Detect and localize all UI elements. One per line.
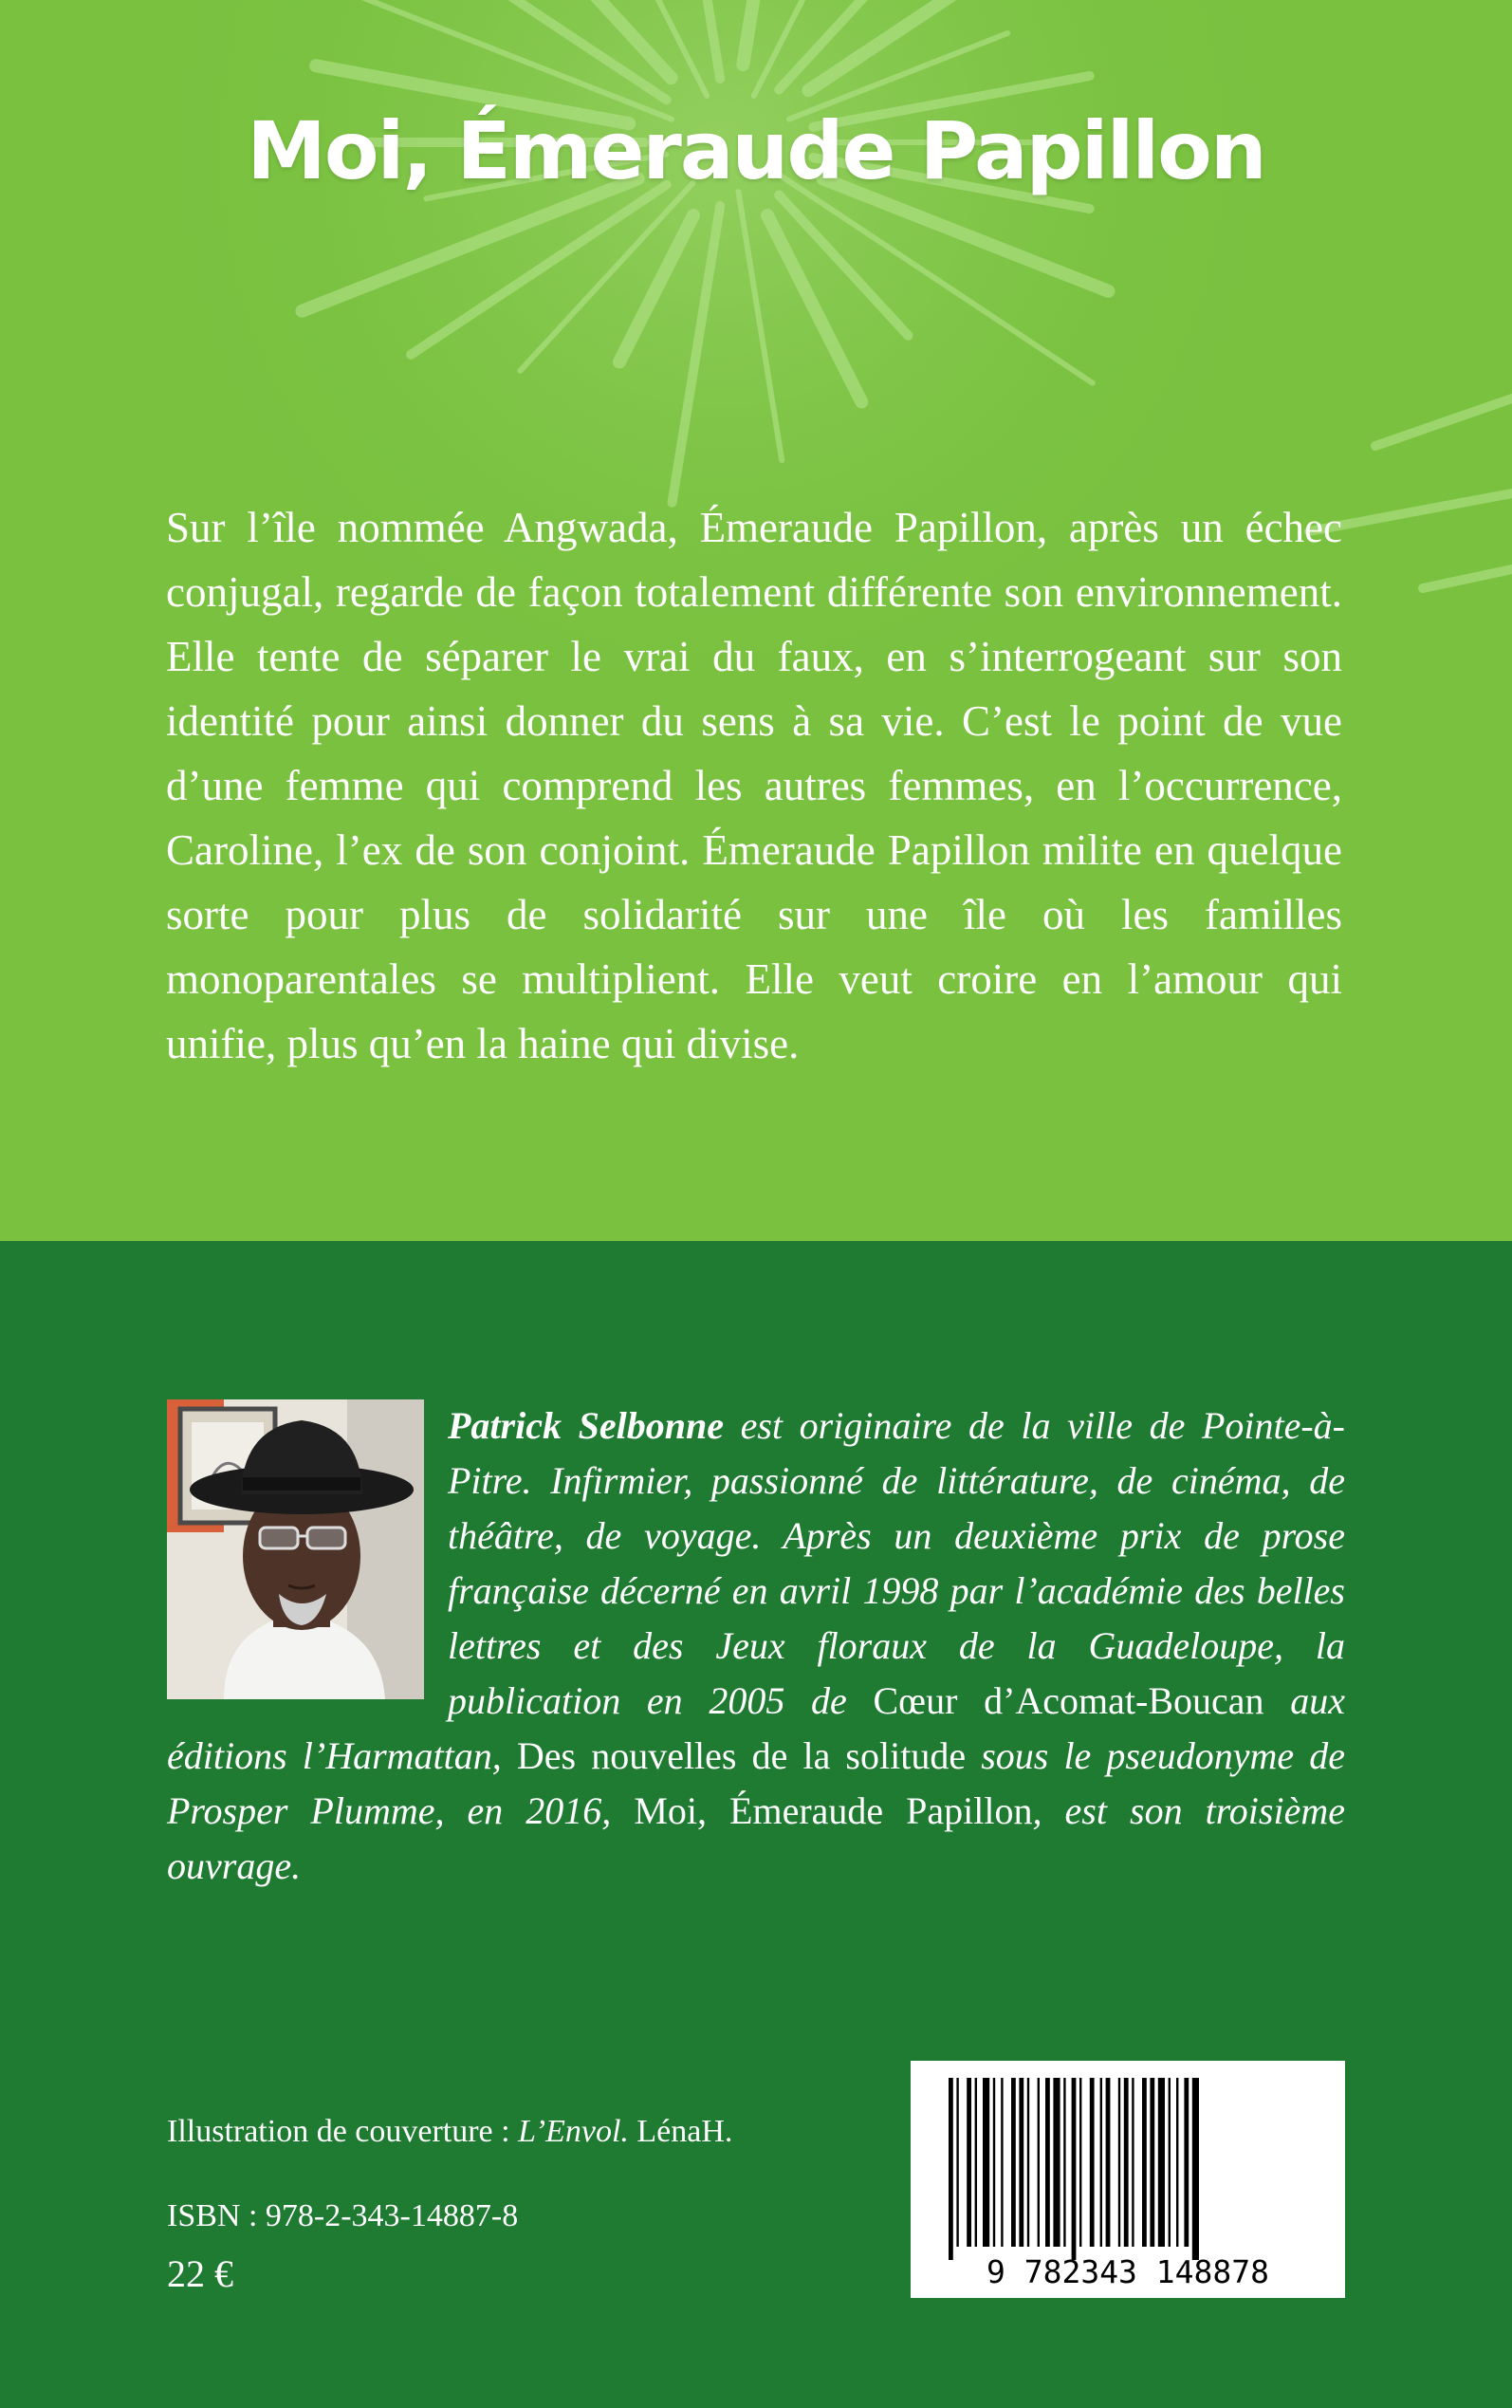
barcode-bar: [1045, 2078, 1050, 2247]
barcode-bar: [949, 2078, 953, 2260]
barcode-bar: [983, 2078, 989, 2247]
barcode-bar: [1001, 2078, 1003, 2247]
bio-part-3: sous le pseudonyme de Prosper Plumme, en 2016,: [167, 1734, 1345, 1832]
illustration-title: L’Envol.: [518, 2114, 629, 2149]
barcode-bar: [1063, 2078, 1065, 2247]
barcode-bar: [1027, 2078, 1029, 2247]
barcode-bar: [956, 2078, 958, 2247]
barcode-bar: [1106, 2078, 1111, 2247]
barcode-bars: [949, 2078, 1199, 2260]
barcode-bar: [1090, 2078, 1095, 2247]
barcode-bar: [1169, 2078, 1171, 2247]
barcode-bar: [1150, 2078, 1154, 2247]
barcode-bar: [967, 2078, 971, 2247]
book-title-2: Des nouvelles de la solitude: [516, 1734, 967, 1777]
barcode-bar: [1184, 2078, 1189, 2247]
barcode-bar: [1158, 2078, 1165, 2247]
barcode-bar: [1053, 2078, 1060, 2247]
barcode-bar: [1124, 2078, 1129, 2247]
illustration-artist: LénaH.: [628, 2114, 733, 2149]
illustration-label: Illustration de couverture :: [167, 2114, 519, 2149]
barcode-bar: [1176, 2078, 1178, 2247]
barcode-bar: [1142, 2078, 1147, 2247]
barcode-bar: [1038, 2078, 1040, 2247]
bio-part-4: , est son troisième ouvrage.: [167, 1789, 1345, 1887]
barcode-bar: [1192, 2078, 1199, 2260]
book-title-3: Moi, Émeraude Papillon: [634, 1789, 1033, 1832]
barcode: [911, 2061, 1345, 2298]
illustration-credit: [167, 2114, 732, 2150]
synopsis: Sur l’île nommée Angwada, Émeraude Papillon, après un échec conjugal, regarde de façon totalement différente son environnement. Elle tente de séparer le vrai du faux, en s’interrogeant sur son identité pour ainsi donner du sens à sa vie. C’est le point de vue d’une femme qui comprend les autres femmes, en l’occurrence, Caroline, l’ex de son conjoint. Émeraude Papillon milite en quelque sorte pour plus de solidarité sur une île où les familles monoparentales se multiplient. Elle veut croire en l’amour qui unifie, plus qu’en la haine qui divise.: [166, 504, 1342, 1067]
bio-part-1: est originaire de la ville de Pointe-à-Pitre. Infirmier, passionné de littérature, de cinéma, de théâtre, de voyage. Après un deuxième prix de prose française décerné en avril 1998 par l’académie des belles lettres et des Jeux floraux de la Guadeloupe, la publication en 2005 de: [448, 1404, 1346, 1722]
author-name: Patrick Selbonne: [448, 1404, 724, 1447]
barcode-bar: [1079, 2078, 1081, 2247]
book-title-1: Cœur d’Acomat-Boucan: [873, 1679, 1264, 1722]
author-bio: [167, 1398, 1345, 1894]
barcode-bar: [993, 2078, 995, 2247]
price: 22 €: [167, 2252, 233, 2295]
book-title: Moi, Émeraude Papillon: [247, 104, 1265, 197]
barcode-bar: [1072, 2078, 1077, 2260]
bio-part-2: aux éditions l’Harmattan,: [167, 1679, 1345, 1777]
barcode-bar: [1132, 2078, 1134, 2247]
barcode-bar: [975, 2078, 977, 2247]
barcode-bar: [1118, 2078, 1120, 2247]
barcode-bar: [1100, 2078, 1102, 2247]
barcode-bar: [1011, 2078, 1016, 2247]
barcode-bar: [1019, 2078, 1023, 2247]
barcode-digits: 9 782343 148878: [986, 2253, 1270, 2290]
isbn: ISBN : 978-2-343-14887-8: [167, 2198, 519, 2233]
